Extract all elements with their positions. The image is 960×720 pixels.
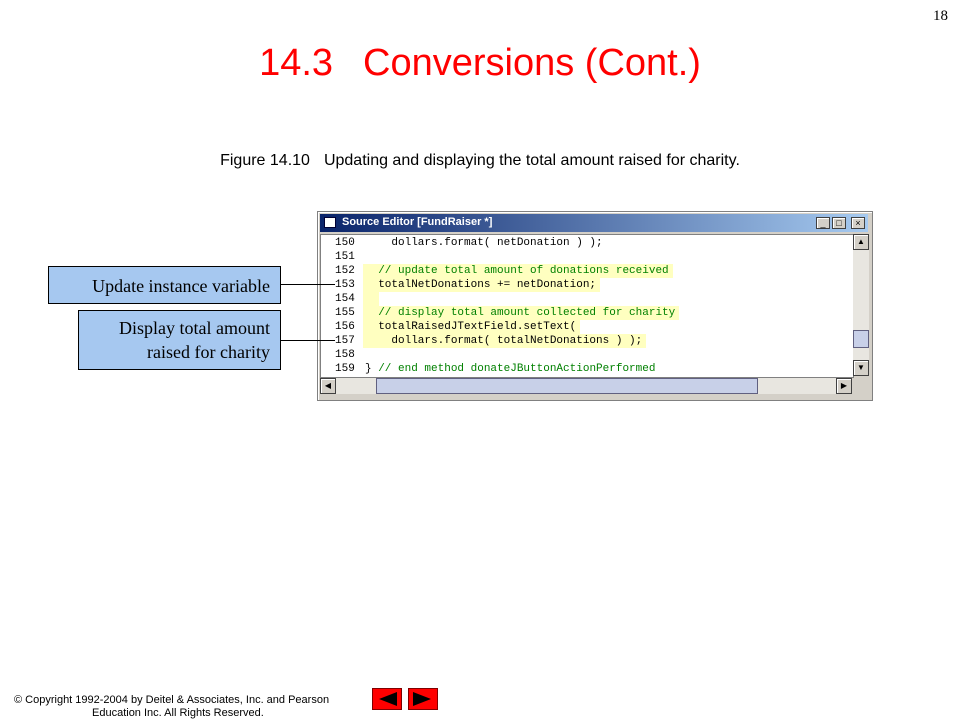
line-number: 151 bbox=[335, 251, 355, 263]
code-text: } // end method donateJButtonActionPerformed bbox=[365, 363, 656, 375]
code-line[interactable] bbox=[321, 250, 853, 264]
scroll-left-icon[interactable]: ◀ bbox=[320, 378, 336, 394]
line-number: 159 bbox=[335, 363, 355, 375]
code-text: // display total amount collected for charity bbox=[365, 307, 676, 319]
arrow-left-icon bbox=[377, 692, 397, 706]
title-text: Conversions (Cont.) bbox=[363, 42, 701, 84]
maximize-button[interactable]: □ bbox=[832, 217, 846, 229]
code-text: // update total amount of donations received bbox=[365, 265, 669, 277]
section-number: 14.3 bbox=[259, 42, 334, 84]
line-number: 154 bbox=[335, 293, 355, 305]
window-title: Source Editor [FundRaiser *] bbox=[342, 216, 493, 228]
vertical-scroll-thumb[interactable] bbox=[853, 330, 869, 348]
callout-display-line2: raised for charity bbox=[147, 342, 270, 362]
copyright-notice bbox=[14, 694, 374, 720]
code-text: dollars.format( netDonation ) ); bbox=[365, 237, 603, 249]
line-number: 153 bbox=[335, 279, 355, 291]
horizontal-scrollbar[interactable] bbox=[320, 378, 852, 394]
callout-display-total bbox=[78, 310, 281, 370]
callout-display-line1: Display total amount bbox=[119, 318, 270, 338]
next-slide-button[interactable] bbox=[408, 688, 438, 710]
code-line[interactable] bbox=[321, 292, 853, 306]
vertical-scrollbar[interactable] bbox=[853, 234, 869, 376]
code-line[interactable] bbox=[321, 334, 853, 348]
code-comment: // end method donateJButtonActionPerformed bbox=[378, 363, 656, 375]
window-titlebar[interactable] bbox=[320, 214, 868, 232]
code-line[interactable] bbox=[321, 362, 853, 376]
horizontal-scroll-thumb[interactable] bbox=[376, 378, 758, 394]
callout-leader-line bbox=[281, 284, 335, 285]
minimize-button[interactable]: _ bbox=[816, 217, 830, 229]
scroll-up-icon[interactable]: ▲ bbox=[853, 234, 869, 250]
code-line[interactable] bbox=[321, 306, 853, 320]
figure-caption bbox=[0, 152, 960, 170]
editor-window-icon bbox=[324, 217, 336, 228]
line-number: 156 bbox=[335, 321, 355, 333]
code-line[interactable] bbox=[321, 236, 853, 250]
figure-label: Figure 14.10 bbox=[220, 152, 310, 169]
line-number: 152 bbox=[335, 265, 355, 277]
code-editor[interactable] bbox=[320, 234, 854, 378]
callout-update-text: Update instance variable bbox=[92, 276, 270, 296]
caption-text: Updating and displaying the total amount raised for charity. bbox=[323, 152, 740, 169]
page-number: 18 bbox=[933, 8, 948, 24]
highlight-band bbox=[363, 292, 379, 306]
copyright-line1: © Copyright 1992-2004 by Deitel & Associates, Inc. and Pearson bbox=[14, 694, 330, 706]
copyright-line2: Education Inc. All Rights Reserved. bbox=[92, 707, 264, 719]
line-number: 150 bbox=[335, 237, 355, 249]
code-line[interactable] bbox=[321, 348, 853, 362]
line-number: 157 bbox=[335, 335, 355, 347]
line-number: 158 bbox=[335, 349, 355, 361]
source-editor-window bbox=[317, 211, 873, 401]
code-text: dollars.format( totalNetDonations ) ); bbox=[365, 335, 643, 347]
arrow-right-icon bbox=[413, 692, 433, 706]
page-title bbox=[0, 42, 960, 85]
close-button[interactable]: × bbox=[851, 217, 865, 229]
code-line[interactable] bbox=[321, 264, 853, 278]
code-text: totalRaisedJTextField.setText( bbox=[365, 321, 577, 333]
code-line[interactable] bbox=[321, 278, 853, 292]
code-text: totalNetDonations += netDonation; bbox=[365, 279, 597, 291]
previous-slide-button[interactable] bbox=[372, 688, 402, 710]
callout-update-instance-variable bbox=[48, 266, 281, 304]
code-line[interactable] bbox=[321, 320, 853, 334]
scroll-right-icon[interactable]: ▶ bbox=[836, 378, 852, 394]
scroll-down-icon[interactable]: ▼ bbox=[853, 360, 869, 376]
callout-leader-line bbox=[281, 340, 335, 341]
line-number: 155 bbox=[335, 307, 355, 319]
